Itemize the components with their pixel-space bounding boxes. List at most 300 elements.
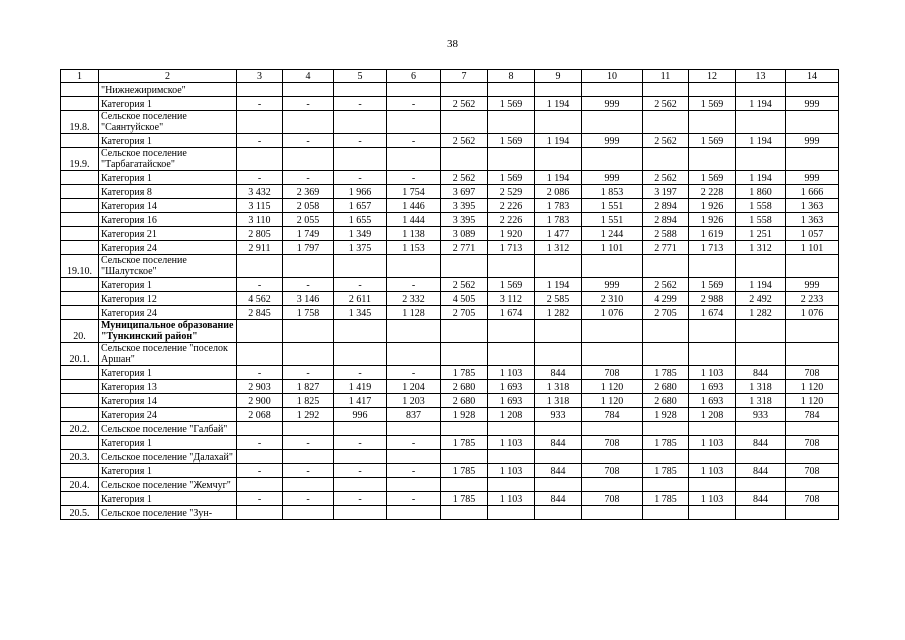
row-code xyxy=(61,306,99,320)
row-code xyxy=(61,83,99,97)
value-cell: 2 988 xyxy=(689,292,736,306)
value-cell: 1 655 xyxy=(334,213,387,227)
value-cell: 2 900 xyxy=(237,394,283,408)
value-cell: 2 086 xyxy=(535,185,582,199)
row-label: "Нижнежиримское" xyxy=(99,83,237,97)
value-cell: 3 697 xyxy=(441,185,488,199)
value-cell: 2 680 xyxy=(441,394,488,408)
value-cell: 2 492 xyxy=(736,292,786,306)
value-cell xyxy=(237,478,283,492)
value-cell xyxy=(535,506,582,520)
value-cell: 2 894 xyxy=(643,199,689,213)
value-cell: 3 089 xyxy=(441,227,488,241)
section-row xyxy=(61,255,839,278)
value-cell: 2 562 xyxy=(643,134,689,148)
value-cell: - xyxy=(283,366,334,380)
value-cell xyxy=(786,343,839,366)
section-row xyxy=(61,450,839,464)
value-cell: 1 375 xyxy=(334,241,387,255)
value-cell: 1 076 xyxy=(582,306,643,320)
row-code xyxy=(61,97,99,111)
value-cell: 1 926 xyxy=(689,199,736,213)
value-cell: - xyxy=(283,278,334,292)
value-cell xyxy=(283,255,334,278)
value-cell: - xyxy=(387,436,441,450)
column-header: 2 xyxy=(99,70,237,83)
value-cell: 1 208 xyxy=(689,408,736,422)
value-cell xyxy=(643,320,689,343)
row-code: 19.9. xyxy=(61,148,99,171)
value-cell xyxy=(334,422,387,436)
row-label: Категория 12 xyxy=(99,292,237,306)
row-code xyxy=(61,436,99,450)
value-cell: 1 120 xyxy=(786,380,839,394)
section-row xyxy=(61,320,839,343)
row-label: Сельское поселение "Жемчуг" xyxy=(99,478,237,492)
value-cell: 2 680 xyxy=(643,380,689,394)
value-cell: 2 611 xyxy=(334,292,387,306)
value-cell: - xyxy=(237,97,283,111)
value-cell: 2 058 xyxy=(283,199,334,213)
value-cell: 3 395 xyxy=(441,199,488,213)
row-code xyxy=(61,278,99,292)
column-header: 7 xyxy=(441,70,488,83)
value-cell: 1 138 xyxy=(387,227,441,241)
value-cell: - xyxy=(387,278,441,292)
value-cell: 837 xyxy=(387,408,441,422)
row-label: Категория 1 xyxy=(99,492,237,506)
table-row xyxy=(61,380,839,394)
value-cell: 708 xyxy=(786,366,839,380)
row-code xyxy=(61,134,99,148)
value-cell: - xyxy=(387,134,441,148)
row-code xyxy=(61,213,99,227)
value-cell: 1 103 xyxy=(689,464,736,478)
value-cell: 844 xyxy=(736,436,786,450)
value-cell: - xyxy=(283,97,334,111)
value-cell xyxy=(488,450,535,464)
value-cell: 708 xyxy=(786,464,839,478)
value-cell: 1 194 xyxy=(736,171,786,185)
row-code: 20.3. xyxy=(61,450,99,464)
value-cell: 2 562 xyxy=(441,171,488,185)
value-cell: - xyxy=(334,492,387,506)
value-cell: 844 xyxy=(535,492,582,506)
value-cell xyxy=(441,422,488,436)
value-cell xyxy=(643,343,689,366)
value-cell: 3 197 xyxy=(643,185,689,199)
value-cell xyxy=(387,255,441,278)
value-cell xyxy=(643,506,689,520)
value-cell xyxy=(334,320,387,343)
value-cell: - xyxy=(334,278,387,292)
value-cell xyxy=(535,478,582,492)
value-cell xyxy=(786,320,839,343)
value-cell: 1 569 xyxy=(689,134,736,148)
value-cell: 708 xyxy=(582,366,643,380)
value-cell: - xyxy=(237,492,283,506)
value-cell xyxy=(786,506,839,520)
value-cell: 1 194 xyxy=(535,97,582,111)
value-cell xyxy=(736,111,786,134)
value-cell xyxy=(441,111,488,134)
table-row xyxy=(61,227,839,241)
value-cell xyxy=(387,450,441,464)
section-row xyxy=(61,148,839,171)
value-cell xyxy=(689,343,736,366)
value-cell xyxy=(736,343,786,366)
value-cell xyxy=(786,148,839,171)
value-cell xyxy=(643,111,689,134)
value-cell xyxy=(689,478,736,492)
value-cell xyxy=(237,422,283,436)
value-cell: 2 226 xyxy=(488,199,535,213)
row-code xyxy=(61,199,99,213)
row-code xyxy=(61,227,99,241)
section-row xyxy=(61,111,839,134)
value-cell: 1 674 xyxy=(488,306,535,320)
row-code: 19.8. xyxy=(61,111,99,134)
value-cell: 999 xyxy=(786,97,839,111)
value-cell: 1 785 xyxy=(441,366,488,380)
value-cell xyxy=(387,478,441,492)
value-cell: 1 345 xyxy=(334,306,387,320)
table-row xyxy=(61,213,839,227)
value-cell: 933 xyxy=(736,408,786,422)
value-cell: 1 103 xyxy=(488,464,535,478)
value-cell: 1 657 xyxy=(334,199,387,213)
value-cell xyxy=(535,111,582,134)
value-cell: 708 xyxy=(582,492,643,506)
value-cell: 1 785 xyxy=(441,492,488,506)
value-cell: 1 282 xyxy=(535,306,582,320)
value-cell: 1 194 xyxy=(736,97,786,111)
value-cell xyxy=(488,506,535,520)
value-cell xyxy=(535,422,582,436)
value-cell xyxy=(582,320,643,343)
value-cell: 1 569 xyxy=(689,278,736,292)
column-header: 8 xyxy=(488,70,535,83)
value-cell: 1 419 xyxy=(334,380,387,394)
value-cell: - xyxy=(334,464,387,478)
value-cell: 1 783 xyxy=(535,213,582,227)
value-cell: 1 569 xyxy=(488,171,535,185)
value-cell: 2 845 xyxy=(237,306,283,320)
value-cell: 2 529 xyxy=(488,185,535,199)
row-label: Категория 13 xyxy=(99,380,237,394)
value-cell: 1 551 xyxy=(582,213,643,227)
value-cell xyxy=(736,255,786,278)
table-row xyxy=(61,464,839,478)
value-cell xyxy=(582,506,643,520)
value-cell: 999 xyxy=(786,134,839,148)
value-cell xyxy=(237,320,283,343)
value-cell: 2 585 xyxy=(535,292,582,306)
value-cell: - xyxy=(237,464,283,478)
value-cell xyxy=(283,343,334,366)
value-cell xyxy=(387,148,441,171)
value-cell xyxy=(237,111,283,134)
value-cell: 1 103 xyxy=(689,492,736,506)
value-cell xyxy=(689,450,736,464)
row-label: Категория 1 xyxy=(99,464,237,478)
value-cell xyxy=(643,148,689,171)
value-cell xyxy=(387,320,441,343)
table-row xyxy=(61,97,839,111)
value-cell xyxy=(441,320,488,343)
value-cell xyxy=(689,111,736,134)
value-cell: 1 758 xyxy=(283,306,334,320)
value-cell: 1 619 xyxy=(689,227,736,241)
value-cell: 1 754 xyxy=(387,185,441,199)
value-cell xyxy=(643,255,689,278)
value-cell xyxy=(237,83,283,97)
table-row xyxy=(61,278,839,292)
value-cell: 1 318 xyxy=(736,380,786,394)
value-cell xyxy=(441,478,488,492)
value-cell: 2 911 xyxy=(237,241,283,255)
value-cell: - xyxy=(387,366,441,380)
value-cell: 2 068 xyxy=(237,408,283,422)
value-cell: 2 680 xyxy=(441,380,488,394)
value-cell xyxy=(441,506,488,520)
row-code: 19.10. xyxy=(61,255,99,278)
value-cell: - xyxy=(334,366,387,380)
value-cell xyxy=(334,450,387,464)
value-cell: 844 xyxy=(535,436,582,450)
value-cell: 2 771 xyxy=(643,241,689,255)
row-label: Категория 14 xyxy=(99,199,237,213)
value-cell xyxy=(689,506,736,520)
value-cell xyxy=(488,83,535,97)
value-cell: 1 292 xyxy=(283,408,334,422)
value-cell xyxy=(786,450,839,464)
value-cell: - xyxy=(334,436,387,450)
value-cell xyxy=(689,320,736,343)
row-code xyxy=(61,185,99,199)
value-cell: 1 312 xyxy=(535,241,582,255)
value-cell: 2 562 xyxy=(643,278,689,292)
table-row xyxy=(61,366,839,380)
value-cell: 1 417 xyxy=(334,394,387,408)
row-label: Сельское поселение "поселок Аршан" xyxy=(99,343,237,366)
value-cell: - xyxy=(283,464,334,478)
value-cell: 1 713 xyxy=(488,241,535,255)
value-cell: - xyxy=(334,97,387,111)
value-cell xyxy=(689,148,736,171)
table-row xyxy=(61,408,839,422)
value-cell xyxy=(441,343,488,366)
value-cell: 1 318 xyxy=(535,394,582,408)
row-label: Категория 1 xyxy=(99,436,237,450)
value-cell: 2 369 xyxy=(283,185,334,199)
value-cell: 933 xyxy=(535,408,582,422)
value-cell: 999 xyxy=(786,278,839,292)
value-cell: 2 562 xyxy=(441,97,488,111)
value-cell: 1 693 xyxy=(488,380,535,394)
value-cell: 1 785 xyxy=(643,366,689,380)
value-cell: 3 112 xyxy=(488,292,535,306)
value-cell xyxy=(283,450,334,464)
value-cell: 1 785 xyxy=(441,464,488,478)
section-row xyxy=(61,83,839,97)
value-cell: 3 110 xyxy=(237,213,283,227)
value-cell: 2 562 xyxy=(643,97,689,111)
row-label: Категория 1 xyxy=(99,171,237,185)
value-cell xyxy=(786,111,839,134)
row-code xyxy=(61,171,99,185)
value-cell: 1 120 xyxy=(786,394,839,408)
value-cell: 3 146 xyxy=(283,292,334,306)
row-label: Категория 1 xyxy=(99,366,237,380)
section-row xyxy=(61,478,839,492)
value-cell: 1 194 xyxy=(736,134,786,148)
value-cell: - xyxy=(387,171,441,185)
value-cell: 1 860 xyxy=(736,185,786,199)
value-cell: 2 562 xyxy=(643,171,689,185)
value-cell: 708 xyxy=(582,464,643,478)
value-cell: 2 226 xyxy=(488,213,535,227)
section-row xyxy=(61,343,839,366)
value-cell xyxy=(689,422,736,436)
value-cell: 2 055 xyxy=(283,213,334,227)
table-row xyxy=(61,171,839,185)
value-cell: 2 771 xyxy=(441,241,488,255)
value-cell: - xyxy=(283,492,334,506)
row-label: Сельское поселение "Галбай" xyxy=(99,422,237,436)
value-cell: 1 797 xyxy=(283,241,334,255)
value-cell xyxy=(387,111,441,134)
row-code xyxy=(61,380,99,394)
value-cell xyxy=(582,343,643,366)
value-cell xyxy=(488,422,535,436)
value-cell xyxy=(786,255,839,278)
value-cell: 4 299 xyxy=(643,292,689,306)
value-cell: - xyxy=(387,97,441,111)
value-cell: 4 505 xyxy=(441,292,488,306)
value-cell: 1 693 xyxy=(488,394,535,408)
value-cell: 1 749 xyxy=(283,227,334,241)
value-cell: - xyxy=(283,171,334,185)
value-cell: 1 208 xyxy=(488,408,535,422)
value-cell xyxy=(237,255,283,278)
column-header: 5 xyxy=(334,70,387,83)
value-cell: 1 318 xyxy=(535,380,582,394)
row-label: Категория 24 xyxy=(99,306,237,320)
value-cell: 2 562 xyxy=(441,134,488,148)
row-code: 20.5. xyxy=(61,506,99,520)
value-cell: 844 xyxy=(535,366,582,380)
value-cell xyxy=(535,450,582,464)
value-cell xyxy=(334,83,387,97)
value-cell xyxy=(237,343,283,366)
value-cell: 1 282 xyxy=(736,306,786,320)
value-cell xyxy=(283,506,334,520)
row-code: 20.1. xyxy=(61,343,99,366)
value-cell: 2 588 xyxy=(643,227,689,241)
value-cell xyxy=(283,422,334,436)
value-cell: 784 xyxy=(786,408,839,422)
value-cell xyxy=(535,343,582,366)
value-cell: 1 477 xyxy=(535,227,582,241)
row-label: Муниципальное образование "Тункинский район" xyxy=(99,320,237,343)
value-cell: 1 693 xyxy=(689,394,736,408)
value-cell xyxy=(334,343,387,366)
value-cell: 1 363 xyxy=(786,199,839,213)
row-label: Сельское поселение "Зун- xyxy=(99,506,237,520)
value-cell: 1 928 xyxy=(441,408,488,422)
column-header: 14 xyxy=(786,70,839,83)
value-cell: 1 569 xyxy=(488,278,535,292)
value-cell: 1 783 xyxy=(535,199,582,213)
value-cell xyxy=(582,450,643,464)
value-cell: 1 349 xyxy=(334,227,387,241)
value-cell xyxy=(237,506,283,520)
value-cell: 1 693 xyxy=(689,380,736,394)
value-cell xyxy=(736,320,786,343)
column-header: 1 xyxy=(61,70,99,83)
value-cell xyxy=(283,83,334,97)
value-cell xyxy=(334,255,387,278)
value-cell: 1 194 xyxy=(736,278,786,292)
value-cell: 2 310 xyxy=(582,292,643,306)
value-cell xyxy=(535,83,582,97)
row-label: Категория 24 xyxy=(99,241,237,255)
column-header: 3 xyxy=(237,70,283,83)
value-cell xyxy=(582,255,643,278)
row-code xyxy=(61,241,99,255)
column-header: 11 xyxy=(643,70,689,83)
value-cell xyxy=(488,148,535,171)
value-cell xyxy=(488,111,535,134)
value-cell: 3 432 xyxy=(237,185,283,199)
value-cell: 1 569 xyxy=(488,134,535,148)
value-cell: 1 120 xyxy=(582,394,643,408)
value-cell xyxy=(488,478,535,492)
value-cell: 1 446 xyxy=(387,199,441,213)
table-row xyxy=(61,306,839,320)
page-number: 38 xyxy=(447,38,458,50)
value-cell: - xyxy=(237,278,283,292)
table-row xyxy=(61,492,839,506)
value-cell xyxy=(387,343,441,366)
value-cell xyxy=(283,111,334,134)
value-cell: 1 101 xyxy=(786,241,839,255)
value-cell xyxy=(441,450,488,464)
row-code xyxy=(61,408,99,422)
value-cell xyxy=(786,478,839,492)
value-cell xyxy=(334,148,387,171)
value-cell: 1 076 xyxy=(786,306,839,320)
value-cell xyxy=(535,320,582,343)
row-label: Категория 8 xyxy=(99,185,237,199)
value-cell: 1 194 xyxy=(535,278,582,292)
value-cell: 1 103 xyxy=(488,492,535,506)
value-cell: 1 318 xyxy=(736,394,786,408)
column-header: 9 xyxy=(535,70,582,83)
row-label: Категория 1 xyxy=(99,278,237,292)
value-cell: 1 312 xyxy=(736,241,786,255)
value-cell xyxy=(283,320,334,343)
value-cell: 999 xyxy=(582,97,643,111)
row-label: Сельское поселение "Далахай" xyxy=(99,450,237,464)
value-cell: - xyxy=(237,366,283,380)
value-cell xyxy=(237,450,283,464)
table-row xyxy=(61,199,839,213)
table-row xyxy=(61,185,839,199)
value-cell: 1 569 xyxy=(488,97,535,111)
value-cell: 1 569 xyxy=(689,171,736,185)
